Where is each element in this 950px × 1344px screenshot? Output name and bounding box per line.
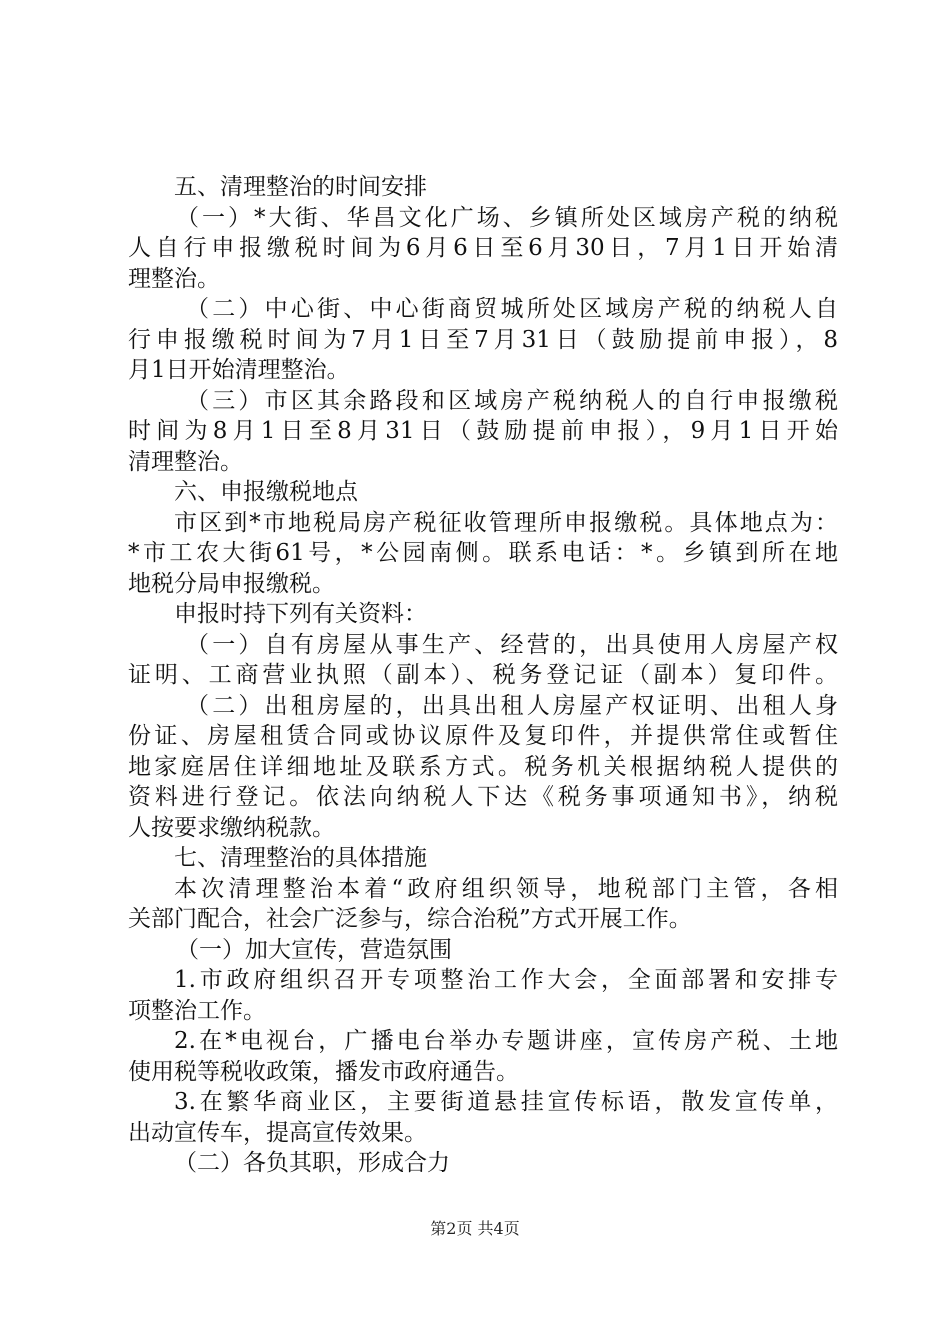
section-heading: 七、清理整治的具体措施 — [174, 845, 427, 871]
paragraph-line: 本次清理整治本着“政府组织领导，地税部门主管，各相 — [174, 875, 838, 902]
paragraph-line: （一）*大街、华昌文化广场、乡镇所处区域房产税的纳税 — [176, 204, 838, 231]
paragraph-line: 申报时持下列有关资料： — [174, 601, 427, 627]
paragraph-line: 市区到*市地税局房产税征收管理所申报缴税。具体地点为： — [174, 509, 838, 536]
paragraph-line: （三）市区其余路段和区域房产税纳税人的自行申报缴税 — [186, 387, 838, 414]
paragraph-line: 资料进行登记。依法向纳税人下达《税务事项通知书》，纳税 — [128, 784, 838, 810]
paragraph-line: 出动宣传车，提高宣传效果。 — [128, 1119, 427, 1146]
paragraph-line: 证明、工商营业执照（副本）、税务登记证（副本）复印件。 — [128, 662, 838, 688]
paragraph-line: 人自行申报缴税时间为6月6日至6月30日，7月1日开始清 — [128, 235, 838, 261]
page-number-footer: 第2页 共4页 — [430, 1219, 520, 1238]
paragraph-line: （二）中心街、中心街商贸城所处区域房产税的纳税人自 — [186, 296, 838, 322]
paragraph-line: （一）自有房屋从事生产、经营的，出具使用人房屋产权 — [186, 631, 838, 658]
paragraph-line: 月1日开始清理整治。 — [128, 357, 350, 383]
subsection-heading: （一）加大宣传，营造氛围 — [176, 936, 452, 963]
paragraph-line: 关部门配合，社会广泛参与，综合治税”方式开展工作。 — [128, 906, 692, 932]
section-heading: 五、清理整治的时间安排 — [174, 174, 427, 200]
paragraph-line: 份证、房屋租赁合同或协议原件及复印件，并提供常住或暂住 — [128, 723, 838, 749]
paragraph-line: 1.市政府组织召开专项整治工作大会，全面部署和安排专 — [174, 967, 838, 993]
paragraph-line: 人按要求缴纳税款。 — [128, 814, 335, 841]
paragraph-line: 时间为8月1日至8月31日（鼓励提前申报），9月1日开始 — [128, 418, 838, 444]
paragraph-line: 项整治工作。 — [128, 997, 266, 1024]
paragraph-line: 清理整治。 — [128, 448, 243, 475]
paragraph-line: 行申报缴税时间为7月1日至7月31日（鼓励提前申报），8 — [128, 326, 838, 353]
document-body — [128, 172, 838, 1179]
paragraph-line: 地家庭居住详细地址及联系方式。税务机关根据纳税人提供的 — [128, 753, 838, 780]
paragraph-line: 3.在繁华商业区，主要街道悬挂宣传标语，散发宣传单， — [174, 1089, 838, 1115]
subsection-heading: （二）各负其职，形成合力 — [174, 1150, 450, 1176]
paragraph-line: （二）出租房屋的，出具出租人房屋产权证明、出租人身 — [186, 692, 838, 719]
paragraph-line: 2.在*电视台，广播电台举办专题讲座，宣传房产税、土地 — [174, 1028, 838, 1054]
section-heading: 六、申报缴税地点 — [174, 479, 358, 505]
paragraph-line: 理整治。 — [128, 265, 220, 292]
paragraph-line: 使用税等税收政策，播发市政府通告。 — [128, 1058, 519, 1085]
paragraph-line: *市工农大街61号，*公园南侧。联系电话：*。乡镇到所在地 — [128, 540, 838, 566]
paragraph-line: 地税分局申报缴税。 — [128, 570, 335, 597]
